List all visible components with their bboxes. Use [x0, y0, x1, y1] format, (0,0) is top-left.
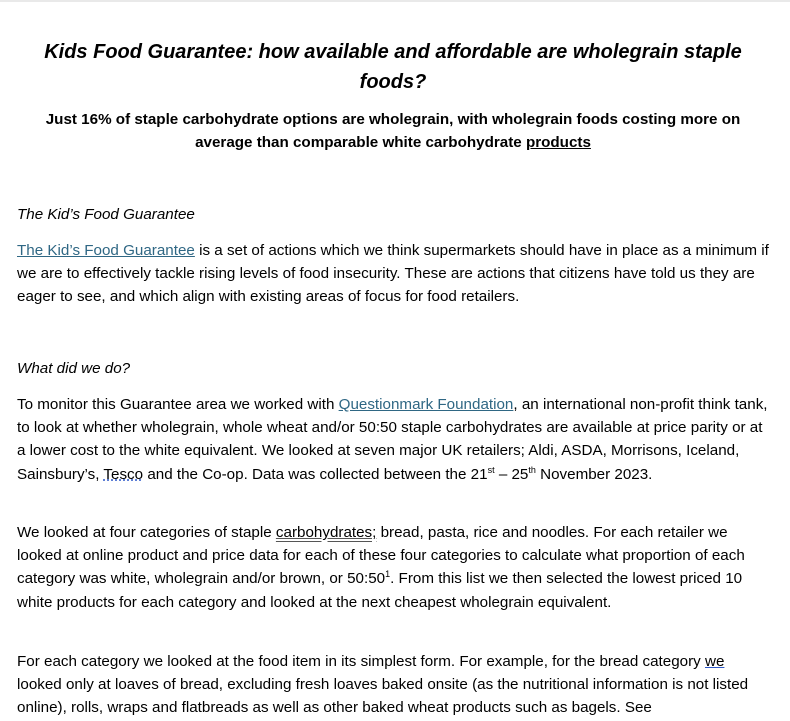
paragraph-text: bread, pasta, rice and noodles. For each retailer we looked at online product and price data for each of these four categories to calculate what proportion of each category was white, wholegrain and/or brown, or 50:50	[17, 524, 745, 588]
paragraph-text: To monitor this Guarantee area we worked with	[17, 396, 339, 413]
paragraph-text: – 25	[494, 465, 529, 483]
superscript: st	[487, 464, 495, 475]
paragraph-method	[17, 393, 769, 486]
paragraph-guarantee	[17, 239, 769, 309]
paragraph-text: . From this list we then selected the lowest priced 10 white products for each category and looked at the next cheapest wholegrain equivalent.	[17, 570, 743, 611]
kids-food-guarantee-link[interactable]: The Kid’s Food Guarantee	[17, 242, 195, 259]
superscript: th	[528, 464, 536, 475]
section-heading-guarantee: The Kid’s Food Guarantee	[17, 206, 195, 223]
paragraph-text: looked only at loaves of bread, excluding fresh loaves baked onsite (as the nutritional information is not listed online), rolls, wraps and flatbreads as well as other baked wheat products such as bagels. See	[17, 676, 749, 717]
section-heading-what-we-did: What did we do?	[17, 360, 131, 377]
spellcheck-word-we: we	[704, 653, 725, 670]
paragraph-categories	[17, 521, 769, 614]
window-top-edge	[0, 0, 790, 2]
paragraph-text: For each category we looked at the food item in its simplest form. For example, for the bread category	[17, 653, 705, 670]
spellcheck-word-tesco: Tesco	[103, 465, 144, 483]
subtitle-text: Just 16% of staple carbohydrate options are wholegrain, with wholegrain foods costing more on average than comparable white carbohydrate	[45, 111, 741, 151]
footnote-reference[interactable]: 1	[385, 569, 391, 580]
paragraph-bread-category	[17, 650, 769, 720]
document-subtitle	[17, 108, 769, 154]
document-title: Kids Food Guarantee: how available and affordable are wholegrain staple foods?	[44, 41, 742, 93]
paragraph-text: is a set of actions which we think supermarkets should have in place as a minimum if we are to effectively tackle rising levels of food insecurity. These are actions that citizens have told us they are eager to see, and which align with existing areas of focus for food retailers.	[17, 242, 769, 306]
paragraph-text: , an international non-profit think tank, to look at whether wholegrain, whole wheat and/or 50:50 staple carbohydrates are available at price parity or at a lower cost to the white equivalent. We looked at seven major UK retailers; Aldi, ASDA, Morrisons, Iceland, Sainsbury’s,	[17, 396, 768, 483]
subtitle-underlined-word: products	[525, 134, 591, 151]
grammar-flag-carbohydrates: carbohydrates;	[275, 524, 377, 541]
questionmark-foundation-link[interactable]: Questionmark Foundation	[338, 396, 514, 413]
paragraph-text: and the Co-op. Data was collected between the 21	[143, 465, 488, 483]
paragraph-text: We looked at four categories of staple	[17, 524, 276, 541]
paragraph-text: November 2023.	[535, 465, 653, 483]
